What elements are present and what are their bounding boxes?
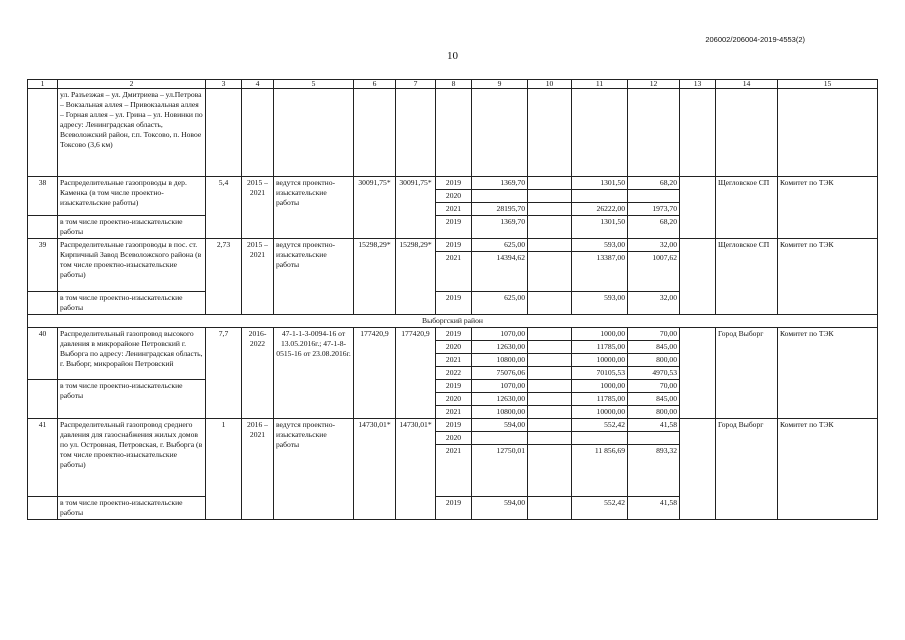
header-cell: 14 [716,80,778,89]
total-cost: 30091,75* [354,177,396,239]
year: 2021 [436,203,472,216]
amount-federal [528,367,572,380]
header-cell: 11 [572,80,628,89]
cell [628,89,680,177]
header-cell: 7 [396,80,436,89]
header-cell: 5 [274,80,354,89]
amount-federal [528,354,572,367]
length: 5,4 [206,177,242,239]
amount-federal [528,328,572,341]
table-row-38 [28,177,878,190]
amount-regional: 11785,00 [572,393,628,406]
amount-federal [528,252,572,292]
table-row-40 [28,328,878,341]
table-row-continuation [28,89,878,177]
amount-total: 28195,70 [472,203,528,216]
cell [28,380,58,419]
cell [28,497,58,520]
municipality: Город Выборг [716,419,778,520]
year: 2019 [436,239,472,252]
amount-local: 68,20 [628,177,680,190]
amount-total: 1070,00 [472,380,528,393]
year: 2019 [436,380,472,393]
amount-total: 10800,00 [472,406,528,419]
header-cell: 13 [680,80,716,89]
remaining-cost: 14730,01* [396,419,436,520]
cell [274,89,354,177]
year: 2022 [436,367,472,380]
amount-other [680,239,716,315]
amount-total: 14394,62 [472,252,528,292]
row-number: 39 [28,239,58,292]
amount-total [472,432,528,445]
amount-regional: 11785,00 [572,341,628,354]
amount-local: 32,00 [628,239,680,252]
program-table [27,79,878,520]
remaining-cost: 30091,75* [396,177,436,239]
amount-federal [528,239,572,252]
period: 2015 – 2021 [242,177,274,239]
header-cell: 3 [206,80,242,89]
year: 2021 [436,445,472,497]
amount-regional: 593,00 [572,292,628,315]
amount-federal [528,497,572,520]
year: 2019 [436,419,472,432]
amount-federal [528,341,572,354]
page-number: 10 [447,50,458,62]
amount-local: 32,00 [628,292,680,315]
row-number: 40 [28,328,58,380]
amount-total: 625,00 [472,292,528,315]
year: 2021 [436,406,472,419]
amount-federal [528,393,572,406]
amount-local: 41,58 [628,497,680,520]
amount-local: 68,20 [628,216,680,239]
sub-label: в том числе проектно-изыскательские работы [58,216,206,239]
amount-regional: 1000,00 [572,328,628,341]
row-number: 38 [28,177,58,216]
year: 2019 [436,497,472,520]
amount-regional: 593,00 [572,239,628,252]
header-cell: 4 [242,80,274,89]
year: 2020 [436,190,472,203]
cell [242,89,274,177]
header-cell: 9 [472,80,528,89]
table-row-41 [28,419,878,432]
responsible: Комитет по ТЭК [778,239,878,315]
remaining-cost: 177420,9 [396,328,436,419]
length: 7,7 [206,328,242,419]
amount-federal [528,216,572,239]
cell [354,89,396,177]
amount-other [680,419,716,520]
year: 2020 [436,393,472,406]
amount-total: 1070,00 [472,328,528,341]
header-cell: 8 [436,80,472,89]
cell [28,89,58,177]
total-cost: 15298,29* [354,239,396,315]
cell [28,216,58,239]
amount-regional [572,190,628,203]
amount-local: 1973,70 [628,203,680,216]
period: 2016-2022 [242,328,274,419]
object-name: Распределительные газопроводы в пос. ст. Кирпичный Завод Всеволожского района (в том числе проектно-изыскательские работы) [58,239,206,292]
object-name: ул. Разъезжая – ул. Дмитриева – ул.Петрова – Вокзальная аллея – Привокзальная аллея – Горная аллея – ул. Грина – ул. Новинки по адресу: Ленинградская область, Всеволожский район, г.п. Токсово, п. Новое Токсово (3,6 км) [58,89,206,177]
document-id: 206002/206004-2019-4553(2) [705,35,805,44]
year: 2021 [436,252,472,292]
section-row [28,315,878,328]
period: 2016 – 2021 [242,419,274,520]
amount-total: 12630,00 [472,393,528,406]
amount-total: 1369,70 [472,216,528,239]
header-row [28,80,878,89]
amount-local: 800,00 [628,354,680,367]
amount-total: 625,00 [472,239,528,252]
amount-regional: 11 856,69 [572,445,628,497]
responsible: Комитет по ТЭК [778,177,878,239]
cell [778,89,878,177]
year: 2019 [436,216,472,239]
amount-regional: 26222,00 [572,203,628,216]
amount-regional: 10000,00 [572,406,628,419]
cell [572,89,628,177]
amount-local: 893,32 [628,445,680,497]
period: 2015 – 2021 [242,239,274,315]
cell [716,89,778,177]
amount-regional: 1000,00 [572,380,628,393]
amount-local [628,190,680,203]
amount-local: 41,58 [628,419,680,432]
header-cell: 6 [354,80,396,89]
cell [396,89,436,177]
amount-federal [528,419,572,432]
section-title: Выборгский район [28,315,878,328]
amount-regional [572,432,628,445]
cell [206,89,242,177]
sub-label: в том числе проектно-изыскательские работы [58,292,206,315]
header-cell: 2 [58,80,206,89]
amount-local: 845,00 [628,393,680,406]
document: 47-1-1-3-0094-16 от 13.05.2016г.; 47-1-8-0515-16 от 23.08.2016г. [274,328,354,419]
year: 2019 [436,292,472,315]
header-cell: 10 [528,80,572,89]
municipality: Город Выборг [716,328,778,419]
municipality: Щегловское СП [716,177,778,239]
responsible: Комитет по ТЭК [778,328,878,419]
amount-regional: 10000,00 [572,354,628,367]
amount-federal [528,406,572,419]
year: 2019 [436,177,472,190]
cell [680,89,716,177]
row-number: 41 [28,419,58,497]
amount-local: 845,00 [628,341,680,354]
amount-regional: 13387,00 [572,252,628,292]
cell [436,89,472,177]
municipality: Щегловское СП [716,239,778,315]
amount-total: 12750,01 [472,445,528,497]
document: ведутся проектно-изыскательские работы [274,419,354,520]
year: 2020 [436,341,472,354]
amount-local [628,432,680,445]
amount-local: 800,00 [628,406,680,419]
cell [28,292,58,315]
document: ведутся проектно-изыскательские работы [274,239,354,315]
cell [472,89,528,177]
amount-local: 1007,62 [628,252,680,292]
year: 2019 [436,328,472,341]
amount-total [472,190,528,203]
amount-federal [528,380,572,393]
responsible: Комитет по ТЭК [778,419,878,520]
amount-total: 10800,00 [472,354,528,367]
amount-regional: 70105,53 [572,367,628,380]
amount-regional: 552,42 [572,497,628,520]
year: 2020 [436,432,472,445]
amount-local: 4970,53 [628,367,680,380]
header-cell: 15 [778,80,878,89]
header-cell: 1 [28,80,58,89]
document: ведутся проектно-изыскательские работы [274,177,354,239]
amount-total: 75076,06 [472,367,528,380]
total-cost: 177420,9 [354,328,396,419]
amount-federal [528,190,572,203]
amount-other [680,328,716,419]
table-row-39 [28,239,878,252]
amount-local: 70,00 [628,380,680,393]
sub-label: в том числе проектно-изыскательские работы [58,497,206,520]
amount-federal [528,292,572,315]
amount-other [680,177,716,239]
amount-federal [528,432,572,445]
total-cost: 14730,01* [354,419,396,520]
amount-federal [528,445,572,497]
object-name: Распределительный газопровод высокого давления в микрорайоне Петровский г. Выборга по адресу: Ленинградская область, г. Выборг, микрорайон Петровский [58,328,206,380]
length: 1 [206,419,242,520]
sub-label: в том числе проектно-изыскательские работы [58,380,206,419]
length: 2,73 [206,239,242,315]
cell [528,89,572,177]
object-name: Распределительный газопровод среднего давления для газоснабжения жилых домов по ул. Островная, Петровская, г. Выборга (в том числе проектно-изыскательские работы) [58,419,206,497]
amount-total: 1369,70 [472,177,528,190]
amount-regional: 552,42 [572,419,628,432]
remaining-cost: 15298,29* [396,239,436,315]
header-cell: 12 [628,80,680,89]
amount-local: 70,00 [628,328,680,341]
amount-total: 12630,00 [472,341,528,354]
amount-federal [528,177,572,190]
amount-federal [528,203,572,216]
amount-total: 594,00 [472,497,528,520]
object-name: Распределительные газопроводы в дер. Каменка (в том числе проектно-изыскательские работы) [58,177,206,216]
amount-regional: 1301,50 [572,216,628,239]
year: 2021 [436,354,472,367]
amount-total: 594,00 [472,419,528,432]
amount-regional: 1301,50 [572,177,628,190]
